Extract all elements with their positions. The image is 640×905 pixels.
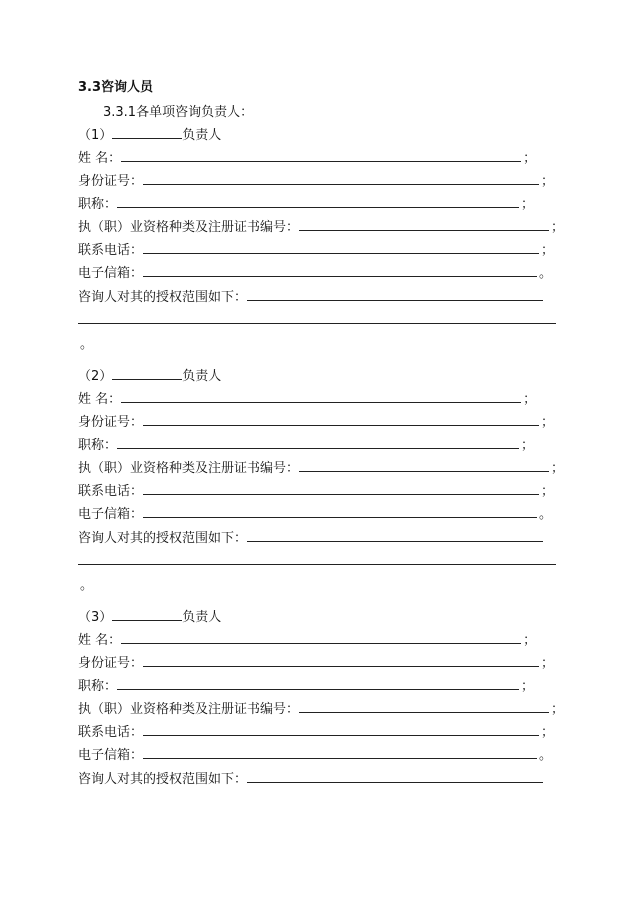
person-1-job-title-field[interactable] xyxy=(117,193,519,208)
person-2-title: （2） 负责人 xyxy=(78,365,221,383)
person-2-authorization-field[interactable] xyxy=(247,527,543,542)
person-1-id-row: 身份证号： ； xyxy=(78,170,554,188)
person-2-email-row: 电子信箱： 。 xyxy=(78,503,552,521)
person-1-phone-field[interactable] xyxy=(143,239,539,254)
person-3-authorization-row: 咨询人对其的授权范围如下： xyxy=(78,768,543,786)
person-2-id-field[interactable] xyxy=(143,411,539,426)
person-2-qualification-row: 执（职）业资格种类及注册证书编号： ； xyxy=(78,457,564,475)
person-2-authorization-row: 咨询人对其的授权范围如下： xyxy=(78,527,543,545)
section-heading: 3.3咨询人员 xyxy=(78,80,154,95)
person-2-id-row: 身份证号： ； xyxy=(78,411,554,429)
person-1-role-blank[interactable] xyxy=(112,124,182,139)
person-3-id-row: 身份证号： ； xyxy=(78,652,554,670)
person-3-authorization-field[interactable] xyxy=(247,768,543,783)
person-1-end-mark: 。 xyxy=(80,337,94,352)
person-3-title: （3） 负责人 xyxy=(78,606,221,624)
person-3-qualification-row: 执（职）业资格种类及注册证书编号： ； xyxy=(78,698,564,716)
person-1-authorization-continuation[interactable] xyxy=(78,323,556,324)
person-1-authorization-field[interactable] xyxy=(247,286,543,301)
person-2-role-blank[interactable] xyxy=(112,365,182,380)
person-2-qualification-field[interactable] xyxy=(299,457,549,472)
person-1-qualification-row: 执（职）业资格种类及注册证书编号： ； xyxy=(78,216,564,234)
person-1-id-field[interactable] xyxy=(143,170,539,185)
person-1-name-field[interactable] xyxy=(121,147,521,162)
person-2-name-field[interactable] xyxy=(121,388,521,403)
person-3-qualification-field[interactable] xyxy=(299,698,549,713)
person-3-job-title-field[interactable] xyxy=(117,675,519,690)
person-1-title: （1） 负责人 xyxy=(78,124,221,142)
person-1-email-row: 电子信箱： 。 xyxy=(78,262,552,280)
person-1-authorization-row: 咨询人对其的授权范围如下： xyxy=(78,286,543,304)
person-3-phone-row: 联系电话： ； xyxy=(78,721,554,739)
person-2-phone-row: 联系电话： ； xyxy=(78,480,554,498)
person-1-phone-row: 联系电话： ； xyxy=(78,239,554,257)
person-3-phone-field[interactable] xyxy=(143,721,539,736)
person-1-job-title-row: 职称： ； xyxy=(78,193,534,211)
person-3-job-title-row: 职称： ； xyxy=(78,675,534,693)
person-1-email-field[interactable] xyxy=(143,262,537,277)
person-3-role-blank[interactable] xyxy=(112,606,182,621)
subsection-heading: 3.3.1各单项咨询负责人： xyxy=(103,105,254,120)
person-2-name-row: 姓 名： ； xyxy=(78,388,536,406)
person-1-qualification-field[interactable] xyxy=(299,216,549,231)
person-3-name-row: 姓 名： ； xyxy=(78,629,536,647)
person-2-authorization-continuation[interactable] xyxy=(78,564,556,565)
person-2-job-title-field[interactable] xyxy=(117,434,519,449)
person-3-email-row: 电子信箱： 。 xyxy=(78,744,552,762)
person-3-name-field[interactable] xyxy=(121,629,521,644)
person-2-phone-field[interactable] xyxy=(143,480,539,495)
person-2-email-field[interactable] xyxy=(143,503,537,518)
person-2-end-mark: 。 xyxy=(80,578,94,593)
person-1-name-row: 姓 名： ； xyxy=(78,147,536,165)
person-2-job-title-row: 职称： ； xyxy=(78,434,534,452)
person-3-id-field[interactable] xyxy=(143,652,539,667)
person-3-email-field[interactable] xyxy=(143,744,537,759)
